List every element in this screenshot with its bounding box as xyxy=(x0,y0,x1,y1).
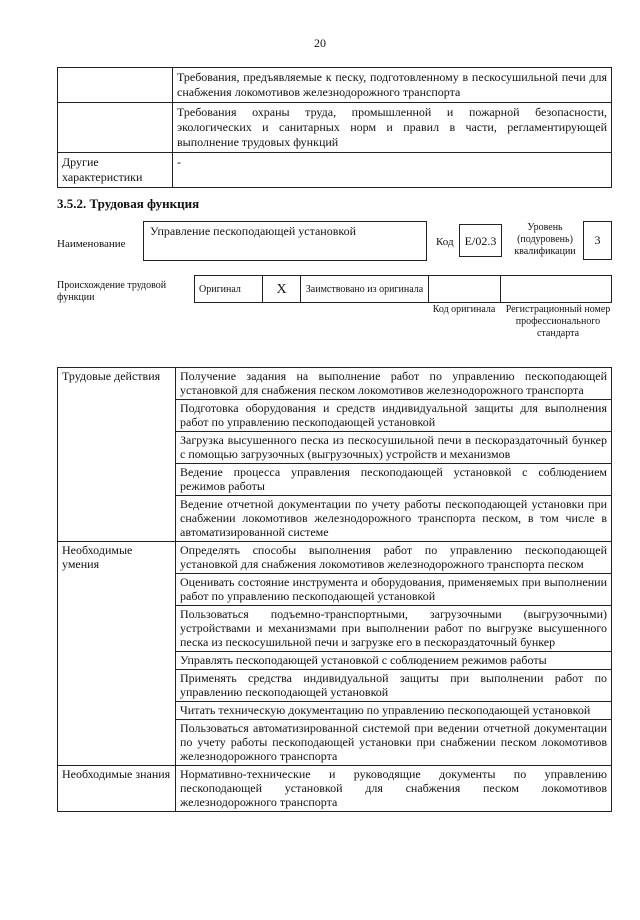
group-label: Необходимые умения xyxy=(58,542,176,766)
page-number: 20 xyxy=(314,36,326,50)
original-label: Оригинал xyxy=(195,276,263,303)
function-name-value: Управление пескоподающей установкой xyxy=(143,221,427,261)
group-item-text: Загрузка высушенного песка из пескосушильной печи в пескораздаточный бункер с помощью загрузочных (выгрузочных) устройств и механизмов xyxy=(176,432,612,464)
code-label: Код xyxy=(436,236,454,248)
group-item-text: Подготовка оборудования и средств индивидуальной защиты для выполнения работ по управлению пескоподающей установкой xyxy=(176,400,612,432)
requirement-text: Требования охраны труда, промышленной и пожарной безопасности, экологических и санитарных норм и правил в части, регламентирующей выполнение трудовых функций xyxy=(173,103,612,153)
other-characteristics-value: - xyxy=(173,153,612,188)
table-row xyxy=(58,368,612,400)
group-item-text: Получение задания на выполнение работ по управлению пескоподающей установкой для снабжения песком локомотивов железнодорожного транспорта xyxy=(176,368,612,400)
registration-number-cell xyxy=(501,276,612,303)
group-item-text: Применять средства индивидуальной защиты при выполнении работ по управлению пескоподающей установкой xyxy=(176,670,612,702)
group-item-text: Управлять пескоподающей установкой с соблюдением режимов работы xyxy=(176,652,612,670)
group-label: Необходимые знания xyxy=(58,766,176,812)
table-row xyxy=(58,542,612,574)
group-item-text: Ведение отчетной документации по учету работы пескоподающей установки при снабжении локомотивов железнодорожного транспорта песком, в том числе в автоматизированной системе xyxy=(176,496,612,542)
borrowed-label: Заимствовано из оригинала xyxy=(301,276,429,303)
group-item-text: Определять способы выполнения работ по управлению пескоподающей установкой для снабжения локомотивов железнодорожного транспорта песком xyxy=(176,542,612,574)
group-item-text: Читать техническую документацию по управлению пескоподающей установкой xyxy=(176,702,612,720)
registration-number-caption: Регистрационный номер профессионального стандарта xyxy=(505,304,611,339)
name-label: Наименование xyxy=(57,238,126,250)
group-item-text: Пользоваться автоматизированной системой при ведении отчетной документации по учету работы пескоподающей установки при снабжении песком локомотивов железнодорожного транспорта xyxy=(176,720,612,766)
origin-label: Происхождение трудовой функции xyxy=(57,280,167,303)
original-mark: X xyxy=(263,276,301,303)
empty-label-cell xyxy=(58,103,173,153)
other-characteristics-label: Другие характеристики xyxy=(58,153,173,188)
origin-table xyxy=(194,275,612,303)
group-item-text: Ведение процесса управления пескоподающей установкой с соблюдением режимов работы xyxy=(176,464,612,496)
labor-function-table xyxy=(57,367,612,812)
group-item-text: Нормативно-технические и руководящие документы по управлению пескоподающей установкой для снабжения песком локомотивов железнодорожного транспорта xyxy=(176,766,612,812)
group-item-text: Оценивать состояние инструмента и оборудования, применяемых при выполнении работ по управлению пескоподающей установкой xyxy=(176,574,612,606)
table-row xyxy=(58,766,612,812)
requirement-text: Требования, предъявляемые к песку, подготовленному в пескосушильной печи для снабжения локомотивов железнодорожного транспорта xyxy=(173,68,612,103)
empty-label-cell xyxy=(58,68,173,103)
original-code-caption: Код оригинала xyxy=(432,304,496,315)
code-value: E/02.3 xyxy=(459,224,502,257)
section-heading: 3.5.2. Трудовая функция xyxy=(57,196,200,211)
qualification-level-label: Уровень (подуровень) квалификации xyxy=(514,222,576,257)
qualification-level-value: 3 xyxy=(583,221,612,260)
group-label: Трудовые действия xyxy=(58,368,176,542)
group-item-text: Пользоваться подъемно-транспортными, загрузочными (выгрузочными) устройствами и механизмами при выполнении работ по выгрузке высушенного песка из пескосушильной печи и загрузке его в пескораздаточный бункер xyxy=(176,606,612,652)
original-code-cell xyxy=(429,276,501,303)
previous-function-table xyxy=(57,67,612,188)
